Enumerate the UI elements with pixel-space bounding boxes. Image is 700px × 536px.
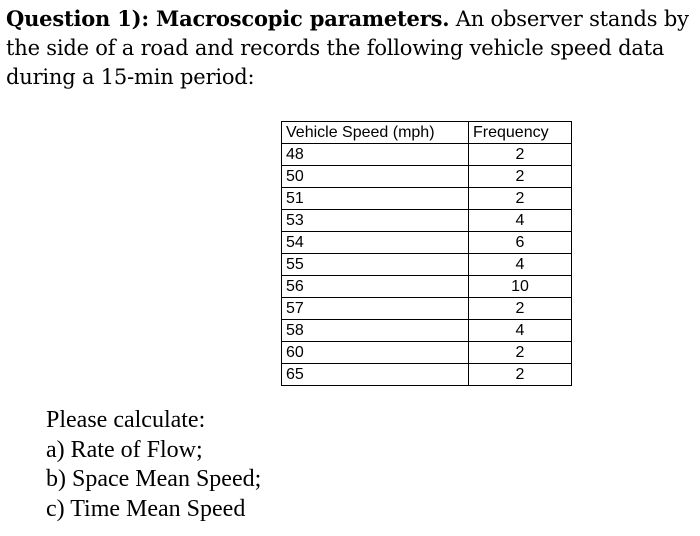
table-header-row — [282, 122, 572, 144]
speed-cell: 53 — [282, 210, 469, 232]
speed-cell: 58 — [282, 320, 469, 342]
speed-cell: 57 — [282, 298, 469, 320]
table-row — [282, 144, 572, 166]
task-item-space-mean-speed: b) Space Mean Speed; — [46, 466, 262, 492]
speed-frequency-table — [281, 121, 572, 386]
frequency-cell: 2 — [469, 166, 572, 188]
column-header-speed: Vehicle Speed (mph) — [282, 122, 469, 144]
calculation-tasks — [46, 406, 261, 524]
table-row — [282, 232, 572, 254]
speed-cell: 50 — [282, 166, 469, 188]
speed-cell: 51 — [282, 188, 469, 210]
task-item-flow: a) Rate of Flow; — [46, 436, 203, 463]
frequency-cell: 2 — [469, 144, 572, 166]
speed-cell: 55 — [282, 254, 469, 276]
column-header-frequency: Frequency — [469, 122, 572, 144]
speed-cell: 54 — [282, 232, 469, 254]
frequency-cell: 2 — [469, 298, 572, 320]
table-row — [282, 342, 572, 364]
frequency-cell: 4 — [469, 320, 572, 342]
speed-cell: 60 — [282, 342, 469, 364]
table-row — [282, 188, 572, 210]
table-row — [282, 276, 572, 298]
speed-cell: 65 — [282, 364, 469, 386]
speed-cell: 56 — [282, 276, 469, 298]
table-row — [282, 364, 572, 386]
table-row — [282, 298, 572, 320]
table-row — [282, 320, 572, 342]
question-heading: Question 1): Macroscopic parameters. — [6, 6, 450, 31]
frequency-cell: 2 — [469, 364, 572, 386]
table-row — [282, 166, 572, 188]
frequency-cell: 6 — [469, 232, 572, 254]
frequency-cell: 2 — [469, 188, 572, 210]
frequency-cell: 10 — [469, 276, 572, 298]
table-row — [282, 254, 572, 276]
question-paragraph — [6, 4, 696, 92]
tasks-intro: Please calculate: — [46, 407, 206, 433]
frequency-cell: 4 — [469, 254, 572, 276]
task-item-time-mean-speed: c) Time Mean Speed — [46, 495, 246, 522]
table-row — [282, 210, 572, 232]
speed-cell: 48 — [282, 144, 469, 166]
frequency-cell: 2 — [469, 342, 572, 364]
question-text: An observer stands by the side of a road and records the following vehicle speed data during a 15-min period: — [6, 7, 689, 89]
frequency-cell: 4 — [469, 210, 572, 232]
